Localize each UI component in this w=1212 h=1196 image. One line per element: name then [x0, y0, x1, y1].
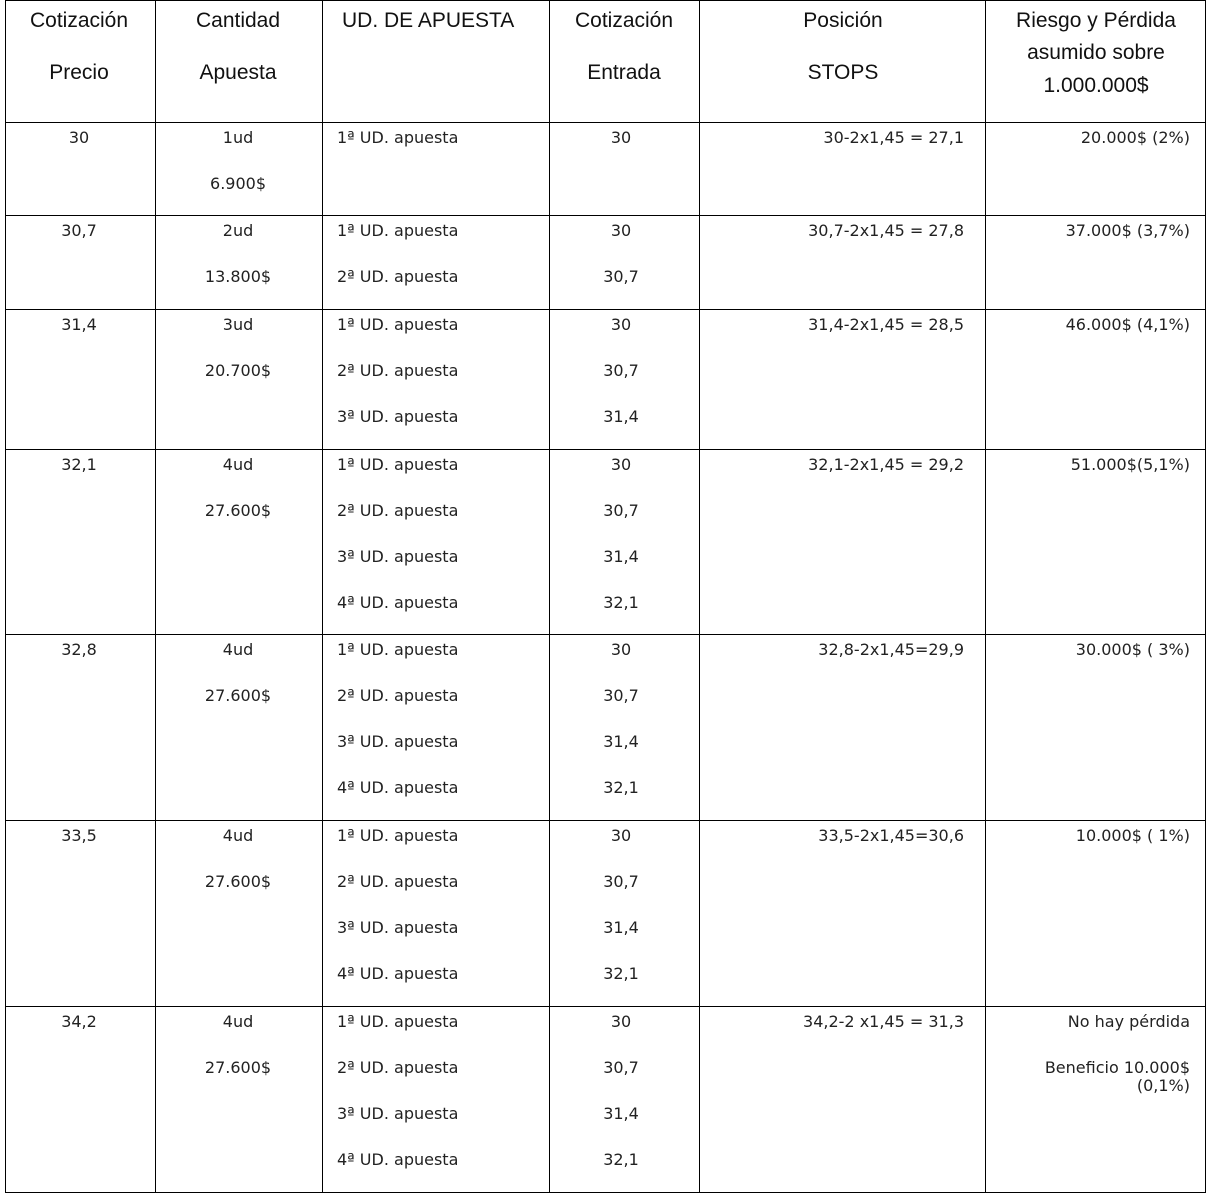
entry-price-cell: 31,4	[603, 732, 639, 751]
unit-label: 1ª UD. apuesta	[337, 128, 459, 147]
column-divider	[985, 1, 986, 1192]
unit-label: 2ª UD. apuesta	[337, 872, 459, 891]
quantity-cell: 3ud	[222, 315, 254, 334]
entry-price-cell: 30	[610, 640, 632, 659]
unit-label: 2ª UD. apuesta	[337, 267, 459, 286]
unit-label: 4ª UD. apuesta	[337, 593, 459, 612]
risk-cell: 37.000$ (3,7%)	[1065, 221, 1190, 240]
amount-cell: 6.900$	[210, 174, 266, 193]
quantity-cell: 1ud	[222, 128, 254, 147]
entry-price-cell: 30	[610, 221, 632, 240]
entry-price-cell: 32,1	[603, 778, 639, 797]
header-price-line2: Precio	[49, 61, 109, 84]
entry-price-cell: 32,1	[603, 964, 639, 983]
entry-price-cell: 31,4	[603, 407, 639, 426]
stop-cell: 32,1-2x1,45 = 29,2	[808, 455, 964, 474]
unit-label: 3ª UD. apuesta	[337, 407, 459, 426]
header-quantity-line2: Apuesta	[199, 61, 277, 84]
row-divider	[6, 820, 1205, 821]
unit-label: 3ª UD. apuesta	[337, 1104, 459, 1123]
header-quantity-line1: Cantidad	[195, 9, 281, 32]
unit-label: 1ª UD. apuesta	[337, 826, 459, 845]
position-sizing-table	[5, 0, 1206, 1193]
price-cell: 33,5	[61, 826, 97, 845]
unit-label: 4ª UD. apuesta	[337, 778, 459, 797]
entry-price-cell: 30,7	[603, 686, 639, 705]
risk-cell: 10.000$ ( 1%)	[1075, 826, 1190, 845]
entry-price-cell: 31,4	[603, 918, 639, 937]
entry-price-cell: 30,7	[603, 501, 639, 520]
price-cell: 30	[68, 128, 90, 147]
stop-cell: 31,4-2x1,45 = 28,5	[808, 315, 964, 334]
entry-price-cell: 30	[610, 315, 632, 334]
unit-label: 1ª UD. apuesta	[337, 455, 459, 474]
amount-cell: 27.600$	[204, 872, 272, 891]
risk-cell: 46.000$ (4,1%)	[1065, 315, 1190, 334]
entry-price-cell: 30,7	[603, 1058, 639, 1077]
entry-price-cell: 30	[610, 826, 632, 845]
amount-cell: 27.600$	[204, 501, 272, 520]
entry-price-cell: 30	[610, 128, 632, 147]
row-divider	[6, 309, 1205, 310]
quantity-cell: 4ud	[222, 640, 254, 659]
amount-cell: 13.800$	[204, 267, 272, 286]
unit-label: 2ª UD. apuesta	[337, 1058, 459, 1077]
stop-cell: 30,7-2x1,45 = 27,8	[808, 221, 964, 240]
entry-price-cell: 30	[610, 1012, 632, 1031]
unit-label: 3ª UD. apuesta	[337, 547, 459, 566]
entry-price-cell: 32,1	[603, 1150, 639, 1169]
risk-cell: 20.000$ (2%)	[1080, 128, 1190, 147]
unit-label: 4ª UD. apuesta	[337, 1150, 459, 1169]
entry-price-cell: 32,1	[603, 593, 639, 612]
entry-price-cell: 31,4	[603, 1104, 639, 1123]
unit-label: 1ª UD. apuesta	[337, 315, 459, 334]
unit-label: 1ª UD. apuesta	[337, 640, 459, 659]
stop-cell: 34,2-2 x1,45 = 31,3	[803, 1012, 964, 1031]
unit-label: 2ª UD. apuesta	[337, 501, 459, 520]
column-divider	[549, 1, 550, 1192]
risk-cell: 30.000$ ( 3%)	[1075, 640, 1190, 659]
entry-price-cell: 30	[610, 455, 632, 474]
entry-price-cell: 30,7	[603, 872, 639, 891]
unit-label: 1ª UD. apuesta	[337, 221, 459, 240]
stop-cell: 32,8-2x1,45=29,9	[818, 640, 964, 659]
price-cell: 32,1	[61, 455, 97, 474]
header-price-line1: Cotización	[29, 9, 129, 32]
column-divider	[699, 1, 700, 1192]
quantity-cell: 4ud	[222, 455, 254, 474]
entry-price-cell: 30,7	[603, 267, 639, 286]
row-divider	[6, 1006, 1205, 1007]
amount-cell: 27.600$	[204, 686, 272, 705]
price-cell: 30,7	[61, 221, 97, 240]
price-cell: 34,2	[61, 1012, 97, 1031]
amount-cell: 27.600$	[204, 1058, 272, 1077]
unit-label: 2ª UD. apuesta	[337, 686, 459, 705]
quantity-cell: 4ud	[222, 1012, 254, 1031]
quantity-cell: 4ud	[222, 826, 254, 845]
header-stops-line1: Posición	[803, 9, 883, 32]
entry-price-cell: 30,7	[603, 361, 639, 380]
header-risk-line3: 1.000.000$	[1043, 74, 1149, 97]
quantity-cell: 2ud	[222, 221, 254, 240]
price-cell: 31,4	[61, 315, 97, 334]
row-divider	[6, 449, 1205, 450]
risk-cell: 51.000$(5,1%)	[1070, 455, 1190, 474]
header-divider	[6, 122, 1205, 123]
header-risk-line1: Riesgo y Pérdida	[1016, 9, 1176, 32]
unit-label: 3ª UD. apuesta	[337, 918, 459, 937]
unit-label: 1ª UD. apuesta	[337, 1012, 459, 1031]
header-units: UD. DE APUESTA	[342, 9, 515, 32]
risk-cell: Beneficio 10.000$ (0,1%)	[1044, 1058, 1190, 1095]
unit-label: 2ª UD. apuesta	[337, 361, 459, 380]
column-divider	[155, 1, 156, 1192]
entry-price-cell: 31,4	[603, 547, 639, 566]
unit-label: 3ª UD. apuesta	[337, 732, 459, 751]
stop-cell: 30-2x1,45 = 27,1	[823, 128, 964, 147]
header-entry-line2: Entrada	[587, 61, 661, 84]
column-divider	[322, 1, 323, 1192]
header-risk-line2: asumido sobre	[1027, 41, 1165, 64]
header-stops-line2: STOPS	[807, 61, 879, 84]
row-divider	[6, 215, 1205, 216]
amount-cell: 20.700$	[204, 361, 272, 380]
risk-cell: No hay pérdida	[1067, 1012, 1190, 1031]
header-entry-line1: Cotización	[574, 9, 674, 32]
price-cell: 32,8	[61, 640, 97, 659]
stop-cell: 33,5-2x1,45=30,6	[818, 826, 964, 845]
row-divider	[6, 634, 1205, 635]
unit-label: 4ª UD. apuesta	[337, 964, 459, 983]
